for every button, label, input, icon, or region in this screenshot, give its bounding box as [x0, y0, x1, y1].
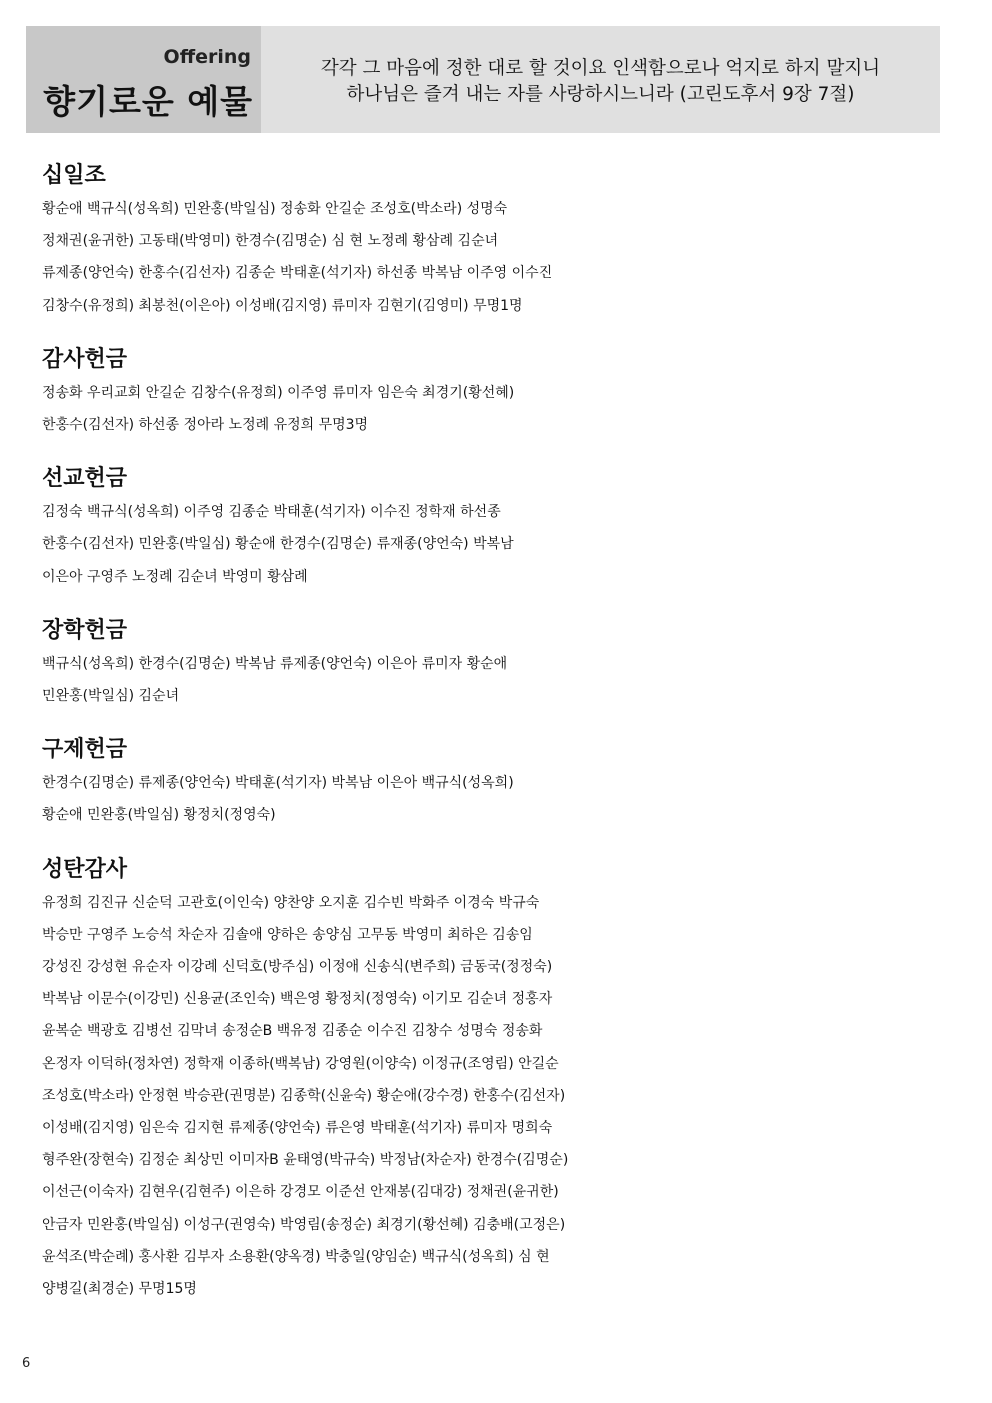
donor-names-line: 박승만 구영주 노승석 차순자 김솔애 양하은 송양심 고무동 박영미 최하은 김송임 — [42, 926, 533, 943]
donor-names-line: 정송화 우리교회 안길순 김창수(유정희) 이주영 류미자 임은숙 최경기(황선혜) — [42, 384, 515, 401]
donor-names-line: 이은아 구영주 노정례 김순녀 박영미 황삼례 — [42, 568, 308, 585]
verse-line: 하나님은 즐겨 내는 자를 사랑하시느니라 (고린도후서 9장 7절) — [346, 84, 855, 105]
donor-names-line: 안금자 민완홍(박일심) 이성구(권영숙) 박영림(송정순) 최경기(황선혜) 김충배(고정은) — [42, 1216, 566, 1233]
offering-list — [42, 160, 942, 1327]
donor-names-line: 온정자 이덕하(정차연) 정학재 이종하(백복남) 강영원(이양숙) 이정규(조영림) 안길순 — [42, 1055, 559, 1072]
donor-names-line: 이선근(이숙자) 김현우(김현주) 이은하 강경모 이준선 안재봉(김대강) 정채권(윤귀한) — [42, 1184, 559, 1201]
section-title: 십일조 — [42, 163, 106, 188]
donor-names-line: 황순애 민완홍(박일심) 황정치(정영숙) — [42, 807, 276, 824]
donor-names-line: 류제종(양언숙) 한홍수(김선자) 김종순 박태훈(석기자) 하선종 박복남 이주영 이수진 — [42, 265, 553, 282]
donor-names-line: 양병길(최경순) 무명15명 — [42, 1281, 197, 1298]
donor-names-line: 윤복순 백광호 김병선 김막녀 송정순B 백유정 김종순 이수진 김창수 성명숙 정송화 — [42, 1023, 543, 1040]
offering-section — [42, 344, 942, 441]
donor-names-line: 한홍수(김선자) 민완홍(박일심) 황순애 한경수(김명순) 류재종(양언숙) 박복남 — [42, 536, 514, 553]
donor-names-line: 백규식(성옥희) 한경수(김명순) 박복남 류제종(양언숙) 이은아 류미자 황순애 — [42, 655, 508, 672]
donor-names-line: 유정희 김진규 신순덕 고관호(이인숙) 양찬양 오지훈 김수빈 박화주 이경숙 박규숙 — [42, 894, 540, 911]
donor-names-line: 황순애 백규식(성옥희) 민완홍(박일심) 정송화 안길순 조성호(박소라) 성명숙 — [42, 201, 508, 217]
section-title: 구제헌금 — [42, 737, 128, 763]
donor-names-line: 형주완(장현숙) 김정순 최상민 이미자B 윤태영(박규숙) 박정남(차순자) 한경수(김명순) — [42, 1152, 569, 1169]
donor-names-line: 윤석조(박순례) 홍사환 김부자 소용환(양옥경) 박충일(양임순) 백규식(성옥희) 심 현 — [42, 1248, 550, 1265]
section-title: 선교헌금 — [42, 466, 128, 492]
header-title-en: Offering — [163, 46, 251, 68]
scripture-verse — [261, 56, 940, 108]
donor-names-line: 한홍수(김선자) 하선종 정아라 노정례 유정희 무명3명 — [42, 417, 369, 434]
offering-section — [42, 854, 942, 1306]
header-title-ko: 향기로운 예물 — [43, 82, 253, 121]
donor-names-line: 조성호(박소라) 안정현 박승관(권명분) 김종학(신윤숙) 황순애(강수경) 한홍수(김선자) — [42, 1087, 566, 1104]
donor-names-line: 이성배(김지영) 임은숙 김지현 류제종(양언숙) 류은영 박태훈(석기자) 류미자 명희숙 — [42, 1120, 553, 1137]
donor-names-line: 강성진 강성현 유순자 이강례 신덕호(방주심) 이정애 신송식(변주희) 금동국(정정숙) — [42, 959, 553, 976]
offering-section — [42, 734, 942, 831]
verse-line: 각각 그 마음에 정한 대로 할 것이요 인색함으로나 억지로 하지 말지니 — [320, 58, 881, 79]
donor-names-line: 민완홍(박일심) 김순녀 — [42, 688, 180, 705]
offering-section — [42, 160, 942, 322]
offering-section — [42, 463, 942, 593]
section-title: 감사헌금 — [42, 346, 128, 372]
offering-section — [42, 615, 942, 712]
donor-names-line: 박복남 이문수(이강민) 신용균(조인숙) 백은영 황정치(정영숙) 이기모 김순녀 정홍자 — [42, 991, 553, 1008]
offering-header — [26, 26, 940, 133]
page-number: 6 — [22, 1356, 31, 1371]
donor-names-line: 정채권(윤귀한) 고동태(박영미) 한경수(김명순) 심 현 노정례 황삼례 김순녀 — [42, 233, 499, 250]
donor-names-line: 김창수(유정희) 최봉천(이은아) 이성배(김지영) 류미자 김현기(김영미) 무명1명 — [42, 297, 523, 314]
section-title: 성탄감사 — [42, 856, 128, 882]
donor-names-line: 한경수(김명순) 류제종(양언숙) 박태훈(석기자) 박복남 이은아 백규식(성옥희) — [42, 775, 514, 792]
header-title-box — [26, 26, 261, 133]
section-title: 장학헌금 — [42, 617, 128, 643]
donor-names-line: 김정숙 백규식(성옥희) 이주영 김종순 박태훈(석기자) 이수진 정학재 하선종 — [42, 504, 501, 521]
